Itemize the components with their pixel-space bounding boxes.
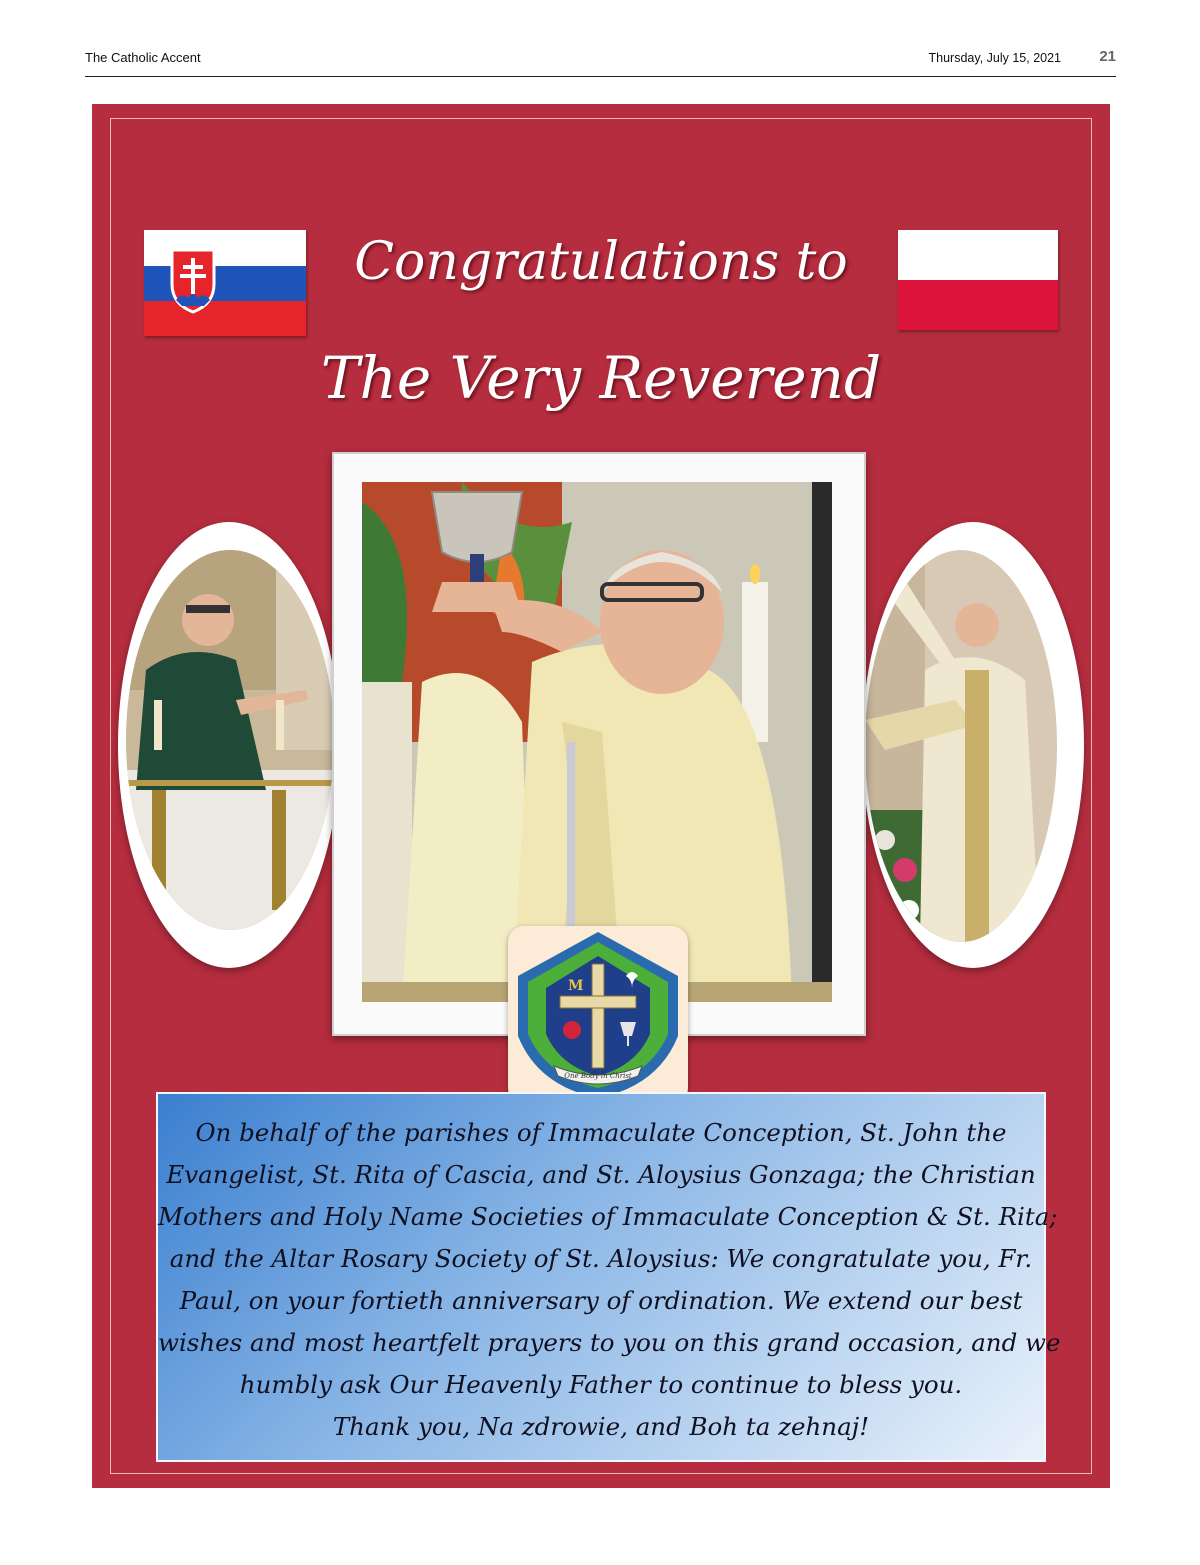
page-header — [85, 48, 1116, 77]
message-line: and the Altar Rosary Society of St. Aloysius: We congratulate you, Fr. — [169, 1244, 1033, 1273]
message-line: humbly ask Our Heavenly Father to continue to bless you. — [239, 1370, 963, 1399]
congratulatory-message-box — [156, 1092, 1061, 1462]
parish-crest-badge — [508, 926, 688, 1104]
message-line: Mothers and Holy Name Societies of Immaculate Conception & St. Rita; — [158, 1202, 1058, 1231]
congratulations-ad — [92, 104, 1110, 1488]
message-line: wishes and most heartfelt prayers to you on this grand occasion, and we — [158, 1328, 1061, 1357]
right-photo-priest-blessing — [865, 550, 1057, 942]
headline-congratulations: Congratulations to — [354, 232, 848, 292]
congratulatory-message — [158, 1112, 1061, 1448]
center-photo-priest-elevating-chalice — [362, 482, 832, 1002]
page-number: 21 — [1099, 48, 1116, 65]
crest-icon — [508, 926, 688, 1104]
issue-date: Thursday, July 15, 2021 — [928, 51, 1061, 65]
svg-text:M: M — [568, 978, 584, 994]
message-line: Paul, on your fortieth anniversary of ordination. We extend our best — [179, 1286, 1023, 1315]
crest-motto: One Body in Christ — [564, 1072, 632, 1080]
message-line: Thank you, Na zdrowie, and Boh ta zehnaj! — [332, 1412, 870, 1441]
headline-title: The Very Reverend — [320, 344, 882, 412]
message-line: On behalf of the parishes of Immaculate Conception, St. John the — [195, 1118, 1007, 1147]
polish-flag-icon — [898, 230, 1058, 330]
left-photo-priest-green-vestments — [126, 550, 334, 930]
publication-name: The Catholic Accent — [85, 50, 201, 65]
message-line: Evangelist, St. Rita of Cascia, and St. Aloysius Gonzaga; the Christian — [166, 1160, 1036, 1189]
slovak-flag-icon — [144, 230, 306, 336]
